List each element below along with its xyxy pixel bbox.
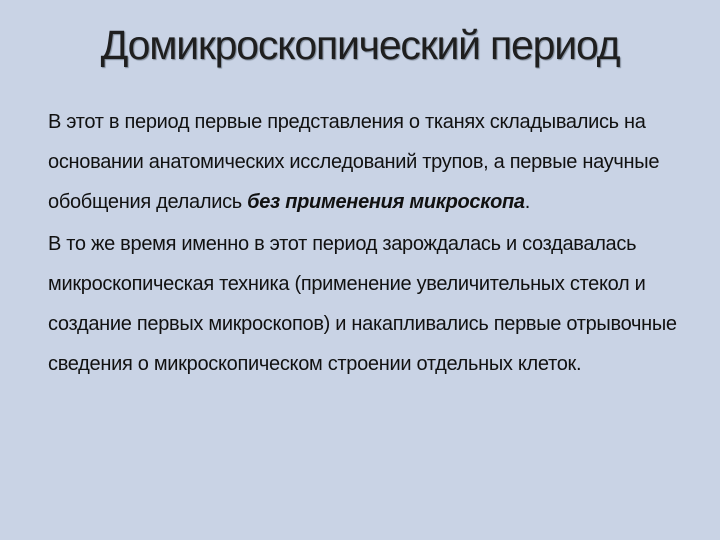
paragraph-text-before-emphasis: В этот в период первые представления о тканях складывались на основании анатомических исследований трупов, а первые научные обобщения делались	[48, 111, 660, 213]
paragraph-pre-microscope-era	[48, 102, 678, 222]
slide-title: Домикроскопический период	[100, 22, 620, 68]
slide-body	[48, 102, 678, 386]
emphasized-phrase: без применения микроскопа	[247, 191, 525, 213]
paragraph-text-after-emphasis: .	[524, 191, 530, 213]
paragraph-microscope-technique: В то же время именно в этот период зарождалась и создавалась микроскопическая техника (применение увеличительных стекол и создание первых микроскопов) и накапливались первые отрывочные сведения о микроскопическом строении отдельных клеток.	[48, 233, 677, 375]
